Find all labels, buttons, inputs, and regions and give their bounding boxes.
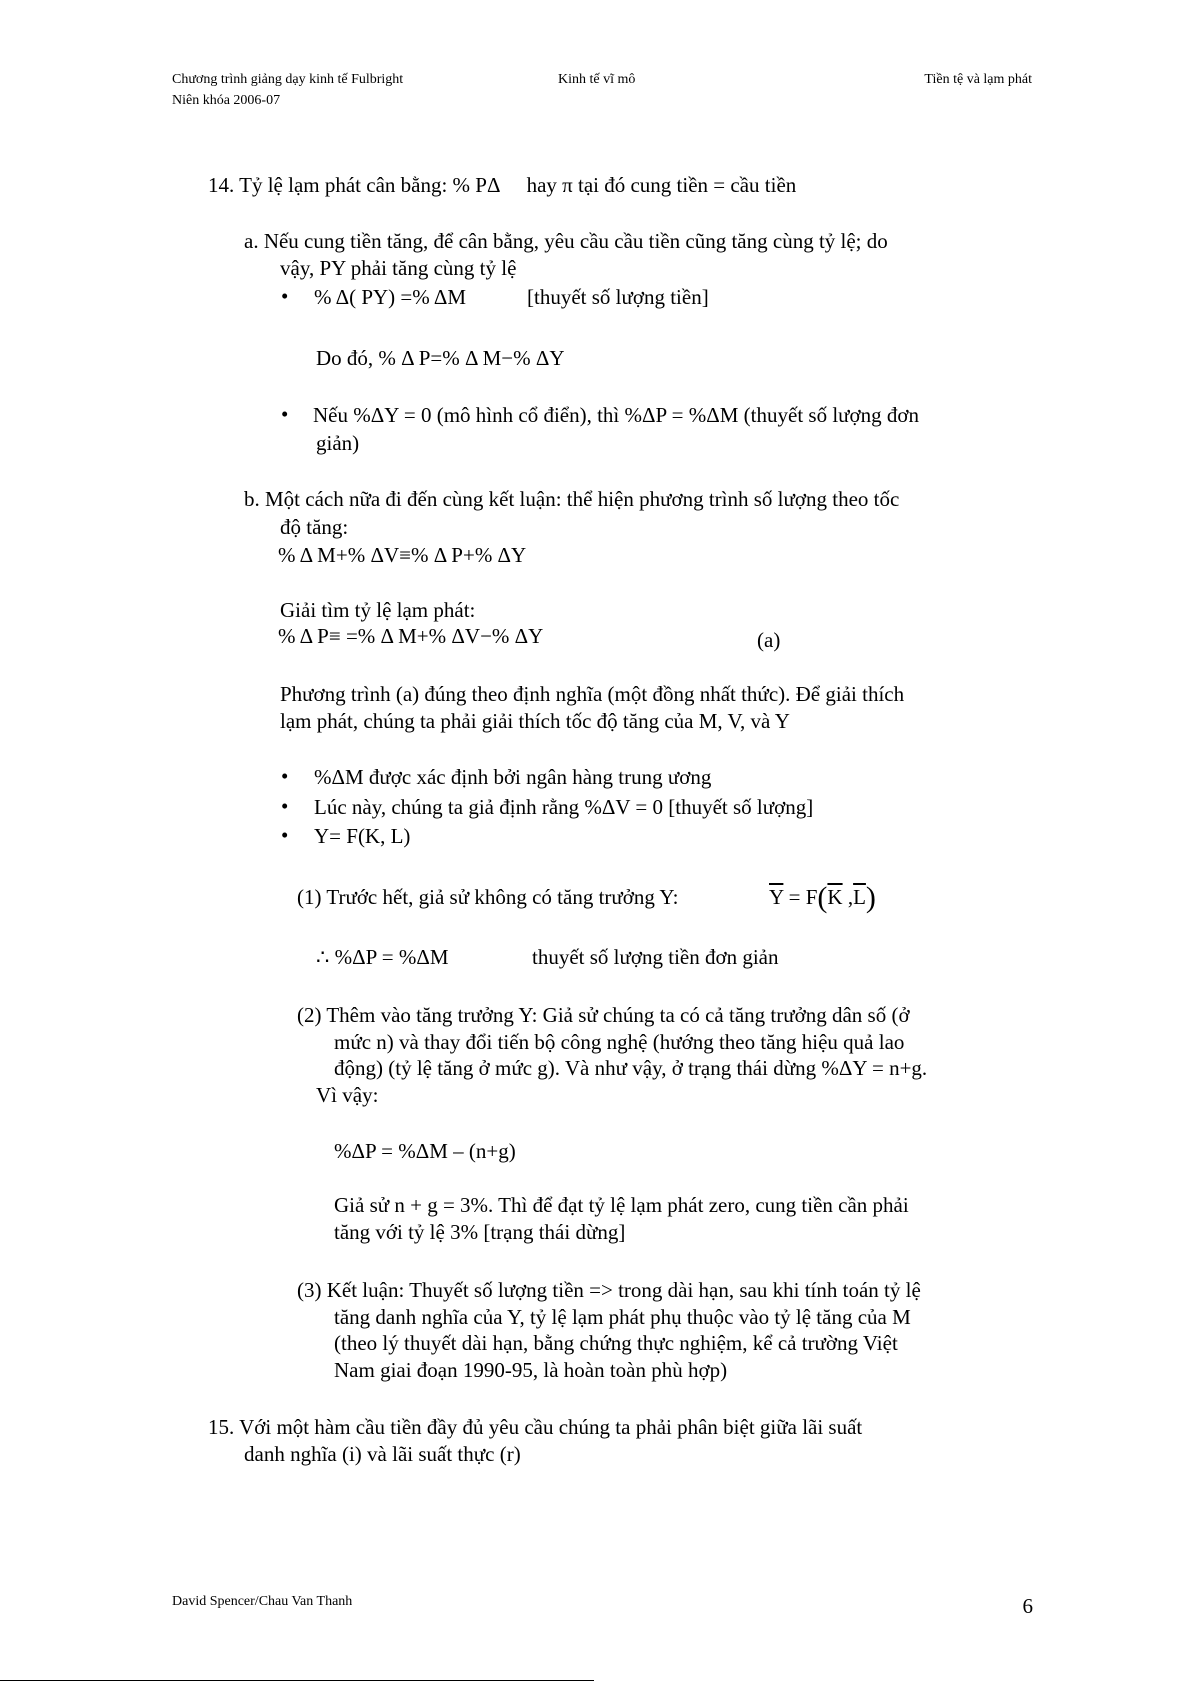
step3-line2: tăng danh nghĩa của Y, tỷ lệ lạm phát phụ thuộc vào tỷ lệ tăng của M — [334, 1305, 911, 1329]
bullet-icon: • — [281, 402, 289, 426]
a-bullet2-line1: Nếu %ΔY = 0 (mô hình cổ điển), thì %ΔP = %ΔM (thuyết số lượng đơn — [313, 403, 920, 427]
step2-para-line2: tăng với tỷ lệ 3% [trạng thái dừng] — [334, 1220, 626, 1244]
step1-text: (1) Trước hết, giả sử không có tăng trưởng Y: — [297, 885, 679, 909]
step2-line4: Vì vậy: — [316, 1083, 379, 1107]
bullet-icon: • — [281, 284, 289, 308]
step1-conclusion-equation: ∴ %ΔP = %ΔM — [316, 945, 449, 969]
step1-comma: , — [842, 885, 854, 909]
page-number: 6 — [1022, 1594, 1033, 1618]
step1-close-paren: ) — [865, 881, 876, 914]
step3-line3: (theo lý thuyết dài hạn, bằng chứng thực nghiệm, kể cả trường Việt — [334, 1331, 898, 1355]
a-bullet1-equation: % Δ( PY) =% ΔM — [314, 285, 467, 309]
step2-line2: mức n) và thay đổi tiến bộ công nghệ (hướng theo tăng hiệu quả lao — [334, 1030, 905, 1054]
step2-line3: động) (tỷ lệ tăng ở mức g). Và như vậy, ở trạng thái dừng %ΔY = n+g. — [334, 1056, 928, 1080]
step1-open-paren: ( — [817, 881, 828, 914]
item14-heading — [208, 172, 796, 198]
step1-kbar: $\overline{K}$ — [827, 885, 843, 909]
b-solve-label: Giải tìm tỷ lệ lạm phát: — [280, 598, 476, 622]
step3-line4: Nam giai đoạn 1990-95, là hoàn toàn phù hợp) — [334, 1358, 728, 1382]
step2-line1: (2) Thêm vào tăng trưởng Y: Giả sử chúng ta có cả tăng trưởng dân số (ở — [297, 1003, 910, 1027]
a-line2: vậy, PY phải tăng cùng tỷ lệ — [280, 256, 517, 280]
b-bullet-1: %ΔM được xác định bởi ngân hàng trung ương — [314, 765, 712, 789]
step2-equation: %ΔP = %ΔM – (n+g) — [334, 1139, 516, 1163]
a-bullet2-line2: giản) — [316, 431, 360, 455]
bullet-icon: • — [281, 823, 289, 847]
step1-conclusion-note: thuyết số lượng tiền đơn giản — [532, 945, 779, 969]
b-equation2: % Δ P≡ =% Δ M+% ΔV−% ΔY — [278, 624, 544, 648]
header-subject: Kinh tế vĩ mô — [558, 72, 636, 87]
b-equation2-tag: (a) — [757, 628, 781, 652]
item15-line2: danh nghĩa (i) và lãi suất thực (r) — [244, 1442, 521, 1466]
a-bullet1-note: [thuyết số lượng tiền] — [527, 285, 709, 309]
step1-lbar: $\overline{L}$ — [853, 885, 866, 909]
step1-eq-mid: = F — [783, 885, 818, 909]
step2-para-line1: Giả sử n + g = 3%. Thì để đạt tỷ lệ lạm phát zero, cung tiền cần phải — [334, 1193, 909, 1217]
footer-divider — [0, 1680, 594, 1681]
step3-line1: (3) Kết luận: Thuyết số lượng tiền => trong dài hạn, sau khi tính toán tỷ lệ — [297, 1278, 921, 1302]
item14-suffix: hay π tại đó cung tiền = cầu tiền — [526, 173, 797, 197]
item15-line1: 15. Với một hàm cầu tiền đầy đủ yêu cầu chúng ta phải phân biệt giữa lãi suất — [208, 1415, 863, 1439]
bullet-icon: • — [281, 764, 289, 788]
footer-author: David Spencer/Chau Van Thanh — [172, 1594, 353, 1609]
b-equation1: % Δ M+% ΔV≡% Δ P+% ΔY — [278, 543, 527, 567]
b-bullet-2: Lúc này, chúng ta giả định rằng %ΔV = 0 [thuyết số lượng] — [314, 795, 814, 819]
b-line1: b. Một cách nữa đi đến cùng kết luận: thể hiện phương trình số lượng theo tốc — [244, 487, 900, 511]
item14-prefix: 14. Tỷ lệ lạm phát cân bằng: % PΔ — [208, 173, 500, 197]
bullet-icon: • — [281, 794, 289, 818]
step1-equation — [769, 881, 876, 914]
b-bullet-3: Y= F(K, L) — [314, 824, 411, 848]
a-line1: a. Nếu cung tiền tăng, để cân bằng, yêu cầu cầu tiền cũng tăng cùng tỷ lệ; do — [244, 229, 888, 253]
header-school-year: Niên khóa 2006-07 — [172, 93, 281, 108]
header-chapter: Tiền tệ và lạm phát — [924, 72, 1032, 87]
a-therefore-equation: Do đó, % Δ P=% Δ M−% ΔY — [316, 346, 565, 370]
b-line2: độ tăng: — [280, 515, 349, 539]
step1-ybar: $\overline{Y}$ — [769, 885, 784, 909]
b-para-line1: Phương trình (a) đúng theo định nghĩa (một đồng nhất thức). Để giải thích — [280, 682, 905, 706]
b-para-line2: lạm phát, chúng ta phải giải thích tốc độ tăng của M, V, và Y — [280, 709, 790, 733]
header-program: Chương trình giảng dạy kinh tế Fulbright — [172, 72, 404, 87]
